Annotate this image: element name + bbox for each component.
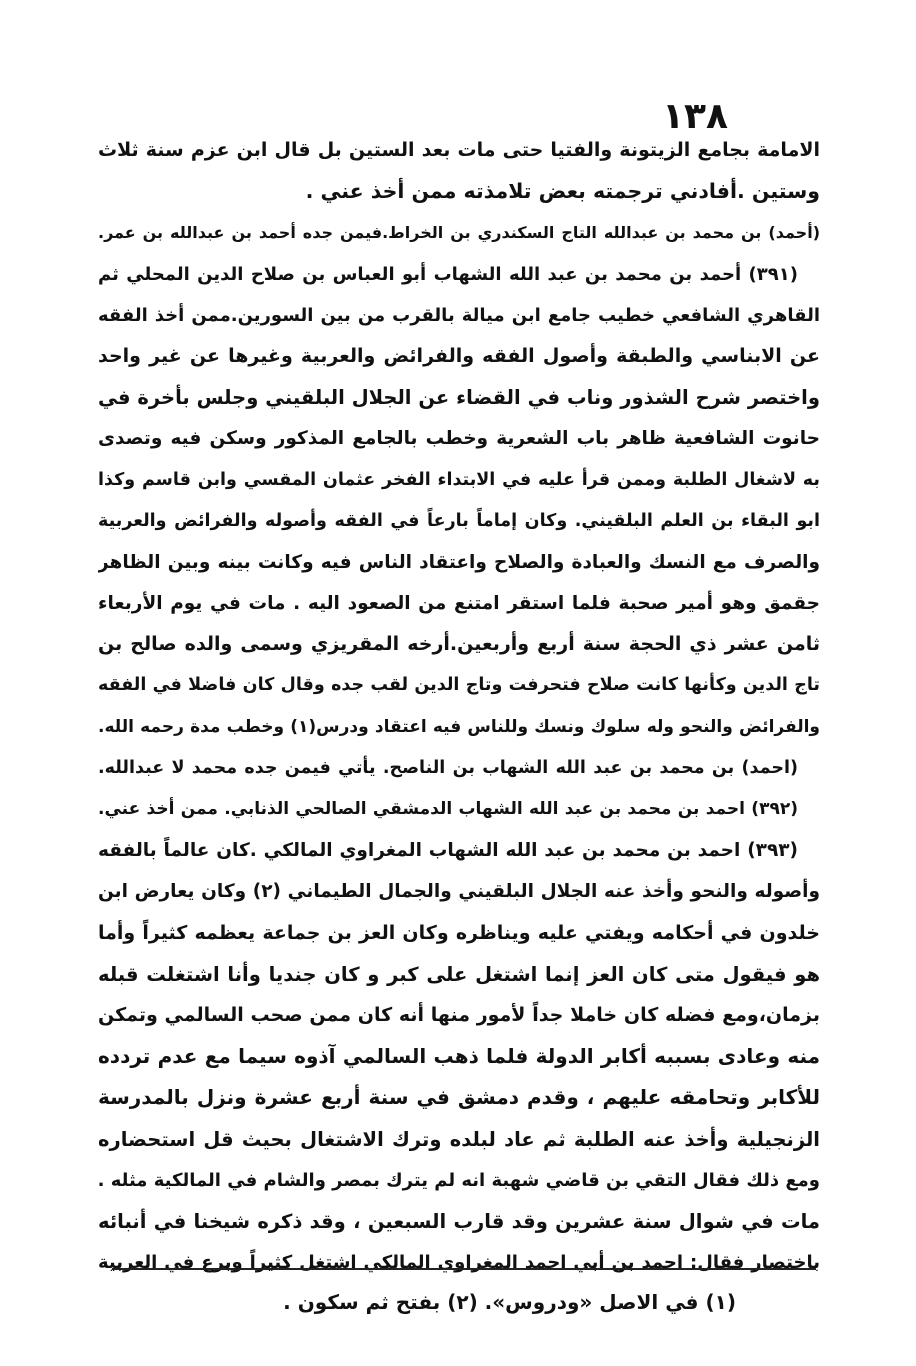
- text-line: عن الابناسي والطبقة وأصول الفقه والفرائض والعربية وغيرها عن غير واحد: [98, 344, 820, 367]
- text-line: حانوت الشافعية ظاهر باب الشعرية وخطب بالجامع المذكور وسكن فيه وتصدى: [98, 428, 820, 450]
- text-line: الزنجيلية وأخذ عنه الطلبة ثم عاد لبلده وترك الاشتغال بحيث قل استحضاره: [98, 1127, 820, 1151]
- entry-heading: (٣٩١) أحمد بن محمد بن عبد الله الشهاب أبو العباس بن صلاح الدين المحلي ثم: [98, 263, 798, 285]
- text-line: الامامة بجامع الزيتونة والفتيا حتى مات بعد الستين بل قال ابن عزم سنة ثلاث: [98, 139, 820, 161]
- text-line: ومع ذلك فقال التقي بن قاضي شهبة انه لم يترك بمصر والشام في المالكية مثله .: [98, 1169, 820, 1191]
- text-line: وستين .أفادني ترجمته بعض تلامذته ممن أخذ عني .: [305, 179, 820, 204]
- entry-reference: (احمد) بن محمد بن عبد الله الشهاب بن الناصح. يأتي فيمن جده محمد لا عبدالله.: [98, 757, 798, 778]
- footnote-divider: [112, 1268, 816, 1270]
- entry-heading: (٣٩٣) احمد بن محمد بن عبد الله الشهاب المغراوي المالكي .كان عالماً بالفقه: [98, 840, 798, 862]
- page-number: ١٣٨: [662, 96, 728, 137]
- entry-reference: (أحمد) بن محمد بن عبدالله التاج السكندري بن الخراط.فيمن جده أحمد بن عبدالله بن عمر.: [98, 223, 820, 243]
- text-line: والفرائض والنحو وله سلوك ونسك وللناس فيه اعتقاد ودرس(١) وخطب مدة رحمه الله.: [98, 716, 820, 737]
- text-line: للأكابر وتحامقه عليهم ، وقدم دمشق في سنة أربع عشرة ونزل بالمدرسة: [98, 1085, 820, 1110]
- footnote-text: (١) في الاصل «ودروس». (٢) بفتح ثم سكون .: [283, 1290, 736, 1314]
- text-line: هو فيقول متى كان العز إنما اشتغل على كبر و كان جنديا وأنا اشتغلت قبله: [98, 962, 820, 986]
- text-line: والصرف مع النسك والعبادة والصلاح واعتقاد الناس فيه وكانت بينه وبين الظاهر: [98, 551, 820, 573]
- entry-heading: (٣٩٢) احمد بن محمد بن عبد الله الشهاب الدمشقي الصالحي الذنابي. ممن أخذ عني.: [98, 799, 798, 819]
- text-line: وأصوله والنحو وأخذ عنه الجلال البلقيني والجمال الطيماني (٢) وكان يعارض ابن: [98, 881, 820, 903]
- text-line: جقمق وهو أمير صحبة فلما استقر امتنع من الصعود اليه . مات في يوم الأربعاء: [98, 593, 820, 615]
- text-line: باختصار فقال: احمد بن أبي احمد المغراوي المالكي اشتغل كثيراً وبرع في العربية: [98, 1252, 820, 1274]
- text-line: ابو البقاء بن العلم البلقيني. وكان إماماً بارعاً في الفقه وأصوله والفرائض والعربية: [98, 510, 820, 531]
- text-line: منه وعادى بسببه أكابر الدولة فلما ذهب السالمي آذوه سيما مع عدم تردده: [98, 1044, 820, 1069]
- text-line: القاهري الشافعي خطيب جامع ابن ميالة بالقرب من بين السورين.ممن أخذ الفقه: [98, 304, 820, 326]
- text-line: به لاشغال الطلبة وممن قرأ عليه في الابتداء الفخر عثمان المقسي وابن قاسم وكذا: [98, 469, 820, 490]
- text-line: خلدون في أحكامه ويفتي عليه ويناظره وكان العز بن جماعة يعظمه كثيراً وأما: [98, 921, 820, 944]
- text-line: ثامن عشر ذي الحجة سنة أربع وأربعين.أرخه المقريزي وسمى والده صالح بن: [98, 633, 820, 656]
- text-line: تاج الدين وكأنها كانت صلاح فتحرفت وتاج الدين لقب جده وقال كان فاضلا في الفقه: [98, 675, 820, 696]
- text-line: بزمان،ومع فضله كان خاملا جداً لأمور منها أنه كان ممن صحب السالمي وتمكن: [98, 1003, 820, 1026]
- page-body: [98, 130, 820, 1283]
- text-line: واختصر شرح الشذور وناب في القضاء عن الجلال البلقيني وجلس بأخرة في: [98, 386, 820, 410]
- text-line: مات في شوال سنة عشرين وقد قارب السبعين ، وقد ذكره شيخنا في أنبائه: [98, 1209, 820, 1233]
